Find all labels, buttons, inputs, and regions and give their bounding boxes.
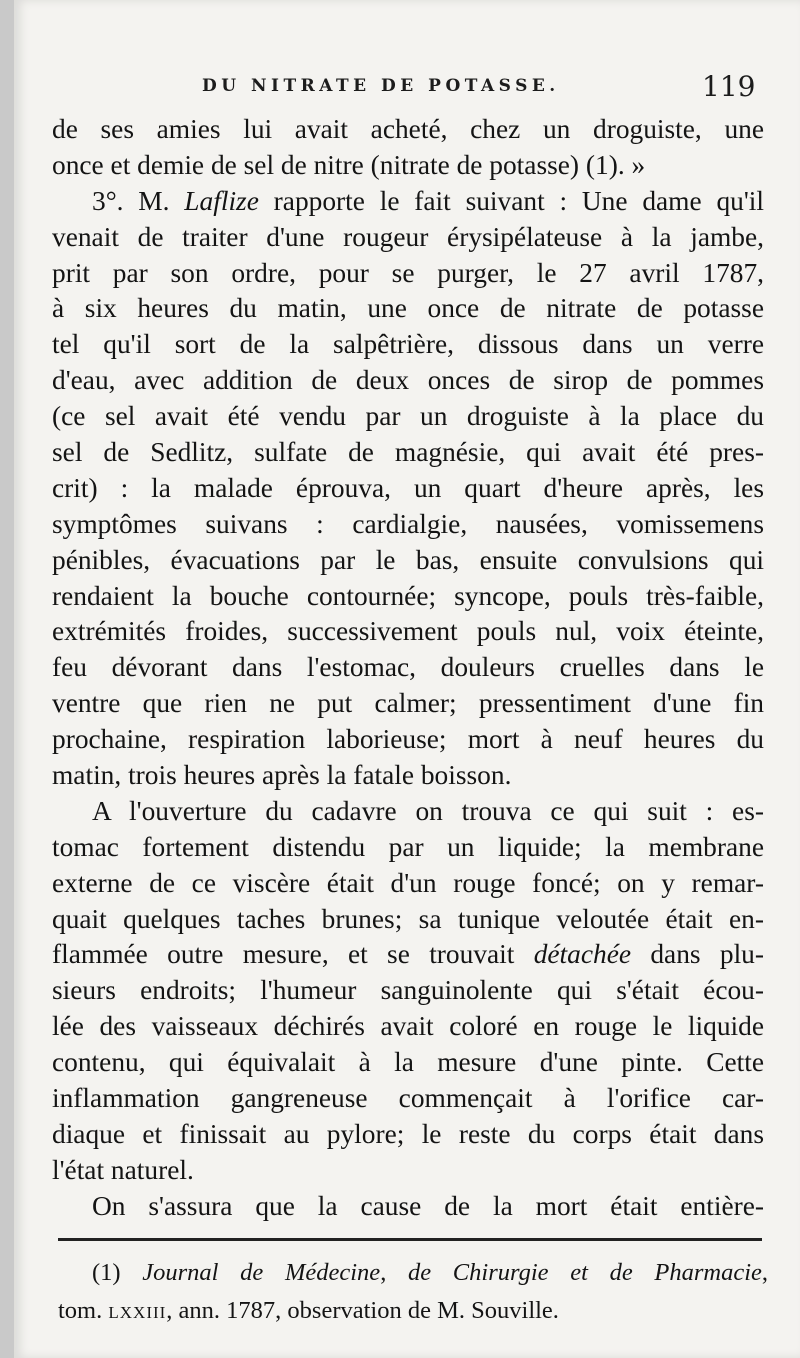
italic-word: détachée: [533, 939, 632, 970]
text-run: dans plu-: [631, 939, 764, 970]
text-line: (ce sel avait été vendu par un droguiste à la place du: [52, 401, 764, 432]
text-line: quait quelques taches brunes; sa tunique veloutée était en-: [52, 903, 764, 934]
text-line: l'état naturel.: [52, 1154, 194, 1185]
text-line: venait de traiter d'une rougeur érysipélateuse à la jambe,: [52, 221, 764, 252]
footnote: [58, 1254, 769, 1330]
text-line: pénibles, évacuations par le bas, ensuite convulsions qui: [52, 544, 764, 575]
text-run: ,: [380, 1259, 408, 1286]
text-line: à six heures du matin, une once de nitrate de potasse: [52, 293, 764, 324]
book-page: [14, 0, 800, 1358]
text-line: externe de ce viscère était d'un rouge foncé; on y remar-: [52, 867, 764, 898]
text-line: symptômes suivans : cardialgie, nausées, vomissemens: [52, 508, 764, 539]
text-line: d'eau, avec addition de deux onces de sirop de pommes: [52, 365, 764, 396]
volume-number: lxxiii: [108, 1297, 167, 1324]
text-line: contenu, qui équivalait à la mesure d'une pinte. Cette: [52, 1047, 764, 1078]
main-text: [52, 112, 764, 1225]
text-line: inflammation gangreneuse commençait à l'orifice car-: [52, 1083, 764, 1114]
text-line: extrémités froides, successivement pouls nul, voix éteinte,: [52, 616, 764, 647]
text-line: sieurs endroits; l'humeur sanguinolente qui s'était écou-: [52, 975, 764, 1006]
text-line: feu dévorant dans l'estomac, douleurs cruelles dans le: [52, 652, 764, 683]
footnote-line: [58, 1292, 768, 1330]
page-header: [14, 70, 800, 104]
text-run: rapporte le fait suivant : Une dame qu'il: [258, 185, 764, 216]
text-line: de ses amies lui avait acheté, chez un droguiste, une: [52, 114, 764, 144]
text-line: [52, 184, 764, 220]
text-run: tom.: [58, 1297, 109, 1324]
text-line: tel qu'il sort de la salpêtrière, dissous dans un verre: [52, 329, 764, 360]
text-line: ventre que rien ne put calmer; pressentiment d'une fin: [52, 688, 764, 719]
footnote-rule: [58, 1238, 762, 1241]
journal-title-cont: de Chirurgie et de Pharmacie: [408, 1259, 762, 1286]
journal-title: Journal de Médecine: [142, 1259, 381, 1286]
text-run: flammée outre mesure, et se trouvait: [52, 939, 534, 970]
text-line: diaque et finissait au pylore; le reste du corps était dans: [52, 1118, 764, 1149]
text-line: prit par son ordre, pour se purger, le 27 avril 1787,: [52, 257, 764, 288]
text-line: prochaine, respiration laborieuse; mort à neuf heures du: [52, 724, 764, 755]
text-line: lée des vaisseaux déchirés avait coloré en rouge le liquide: [52, 1011, 764, 1042]
running-title: DU NITRATE DE POTASSE.: [202, 76, 560, 96]
footnote-line: [92, 1254, 768, 1292]
italic-name: Laflize: [184, 185, 259, 216]
text-line: tomac fortement distendu par un liquide; la membrane: [52, 831, 764, 862]
text-run: 3°. M.: [92, 185, 185, 216]
text-line: A l'ouverture du cadavre on trouva ce qui suit : es-: [92, 795, 764, 826]
page-number: 119: [702, 70, 756, 103]
footnote-marker: (1): [92, 1259, 121, 1286]
text-line: [52, 937, 764, 973]
text-run: , ann. 1787, observation de M. Souville.: [166, 1297, 559, 1324]
text-run: ,: [761, 1259, 769, 1286]
text-line: crit) : la malade éprouva, un quart d'heure après, les: [52, 472, 764, 503]
text-line: once et demie de sel de nitre (nitrate de potasse) (1). »: [52, 149, 646, 180]
text-line: matin, trois heures après la fatale boisson.: [52, 760, 512, 791]
text-line: sel de Sedlitz, sulfate de magnésie, qui avait été pres-: [52, 437, 764, 468]
text-line: rendaient la bouche contournée; syncope, pouls très-faible,: [52, 580, 764, 611]
text-line: On s'assura que la cause de la mort était entière-: [92, 1190, 764, 1221]
